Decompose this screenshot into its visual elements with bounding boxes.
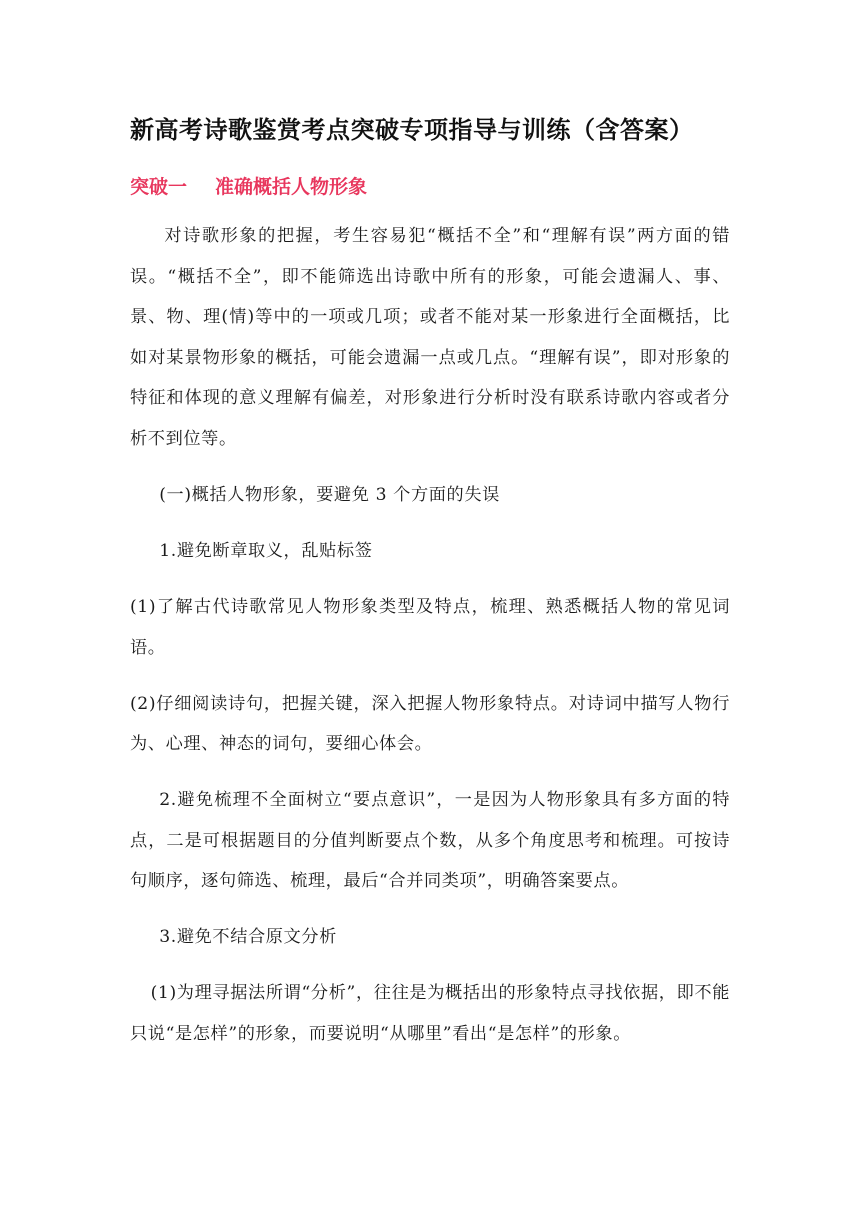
- paragraph-intro: 对诗歌形象的把握，考生容易犯“概括不全”和“理解有误”两方面的错误。“概括不全”，即不能筛选出诗歌中所有的形象，可能会遗漏人、事、景、物、理(情)等中的一项或几项；或者不能对某一形象进行全面概括，比如对某景物形象的概括，可能会遗漏一点或几点。“理解有误”，即对形象的特征和体现的意义理解有偏差，对形象进行分析时没有联系诗歌内容或者分析不到位等。: [130, 226, 730, 449]
- paragraph-point-2: 2.避免梳理不全面树立“要点意识”，一是因为人物形象具有多方面的特点，二是可根据题目的分值判断要点个数，从多个角度思考和梳理。可按诗句顺序，逐句筛选、梳理，最后“合并同类项”，明确答案要点。: [130, 790, 730, 892]
- point-heading-1: 1.避免断章取义，乱贴标签: [159, 540, 373, 561]
- section-heading: [130, 172, 367, 202]
- section-heading-text: 准确概括人物形象: [215, 176, 368, 198]
- paragraph-point-3-1: (1)为理寻据法所谓“分析”，往往是为概括出的形象特点寻找依据，即不能只说“是怎样”的形象，而要说明“从哪里”看出“是怎样”的形象。: [130, 983, 730, 1044]
- point-heading-3: 3.避免不结合原文分析: [159, 927, 337, 948]
- paragraph-point-1-1: (1)了解古代诗歌常见人物形象类型及特点，梳理、熟悉概括人物的常见词语。: [130, 596, 730, 658]
- paragraph-point-1-2: (2)仔细阅读诗句，把握关键，深入把握人物形象特点。对诗词中描写人物行为、心理、神态的词句，要细心体会。: [130, 693, 730, 755]
- subsection-heading: (一)概括人物形象，要避免 3 个方面的失误: [159, 484, 500, 505]
- document-body: [130, 216, 730, 1070]
- section-label: 突破一: [130, 176, 188, 198]
- document-title: 新高考诗歌鉴赏考点突破专项指导与训练（含答案）: [130, 116, 694, 144]
